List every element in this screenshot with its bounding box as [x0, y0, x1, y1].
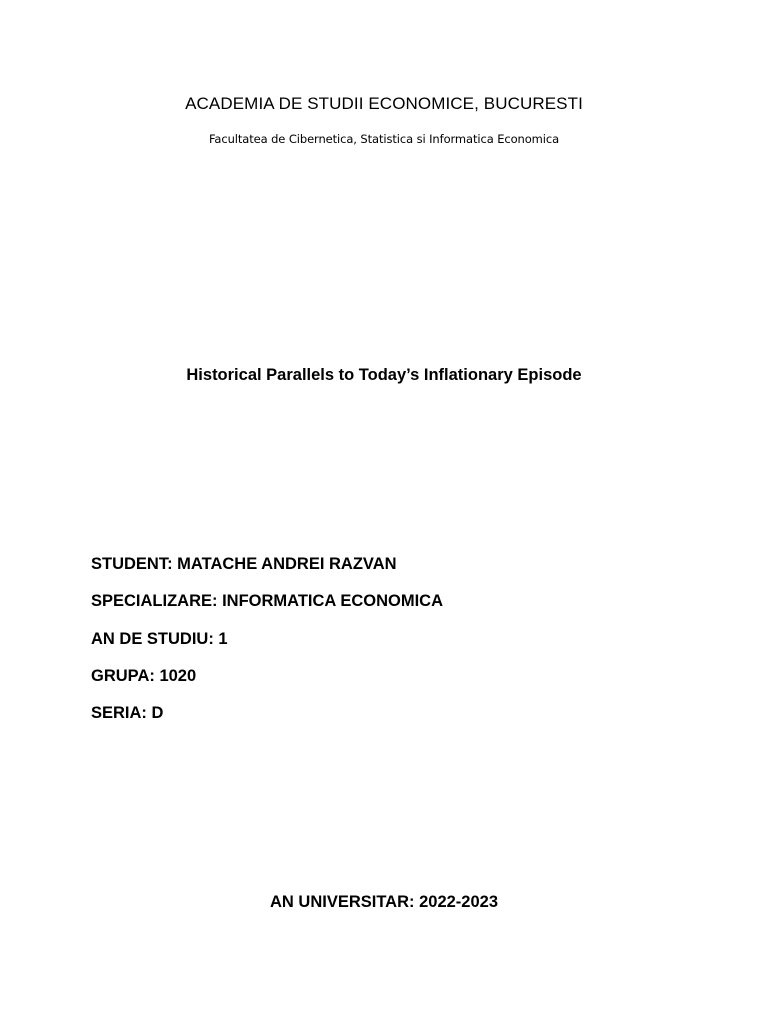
student-name: STUDENT: MATACHE ANDREI RAZVAN: [91, 555, 397, 573]
faculty-name: Facultatea de Cibernetica, Statistica si Informatica Economica: [208, 132, 560, 146]
academic-year: AN UNIVERSITAR: 2022-2023: [269, 893, 499, 911]
study-year: AN DE STUDIU: 1: [91, 630, 228, 648]
series: SERIA: D: [91, 704, 164, 722]
document-title: Historical Parallels to Today’s Inflationary Episode: [186, 366, 582, 384]
specialization: SPECIALIZARE: INFORMATICA ECONOMICA: [91, 592, 443, 610]
group-number: GRUPA: 1020: [91, 667, 197, 685]
institution-name: ACADEMIA DE STUDII ECONOMICE, BUCURESTI: [185, 94, 583, 113]
